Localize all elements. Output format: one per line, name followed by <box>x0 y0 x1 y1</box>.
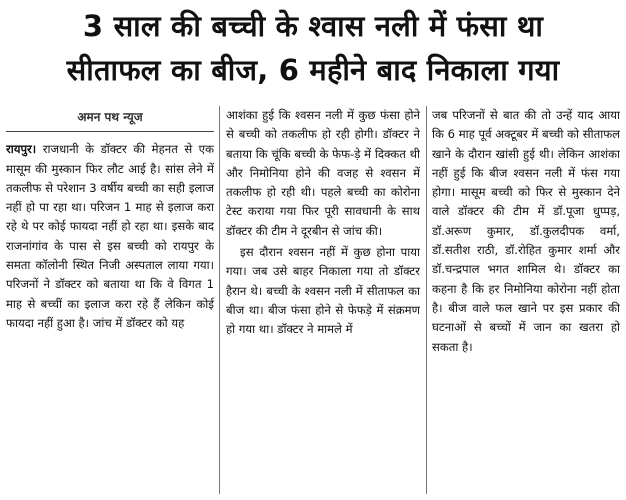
column-divider <box>219 106 220 494</box>
headline-line-1: 3 साल की बच्ची के श्वास नली में फंसा था <box>82 9 544 43</box>
article-column-1 <box>6 106 214 498</box>
byline: अमन पथ न्यूज <box>77 110 143 124</box>
dateline: रायपुर। <box>6 142 37 157</box>
paragraph: जब परिजनों से बात की तो उन्हें याद आया कि 6 माह पूर्व अक्टूबर में बच्ची को सीताफल खाने के दौरान खांसी हुई थी। लेकिन आशंका नहीं हुई कि बीज श्वसन नली में फंस गया होगा। मासूम बच्ची को फिर से मुस्कान देने वाले डॉक्टर की टीम में डॉ.पूजा धुप्पड़, डॉ.अरूण कुमार, डॉ.कुलदीपक वर्मा, डॉ.सतीश राठी, डॉ.रोहित कुमार शर्मा और डॉ.चन्द्रपाल भगत शामिल थे। डॉक्टर का कहना है कि हर निमोनिया कोरोना नहीं होता है। बीज वाले फल खाने पर इस प्रकार की घटनाओं से बच्चों में जान का खतरा हो सकता है। <box>432 108 620 354</box>
headline-line-2: सीताफल का बीज, 6 महीने बाद निकाला गया <box>66 53 560 87</box>
headline <box>6 4 620 92</box>
paragraph-text: राजधानी के डॉक्टर की मेहनत से एक मासूम की मुस्कान फिर लौट आई है। सांस लेने में तकलीफ से परेशान 3 वर्षीय बच्ची का सही इलाज नहीं हो पा रहा था। परिजन 1 माह से इलाज करा रहे थे पर कोई फायदा नहीं हो रहा था। इसके बाद राजनांगांव के पास से इस बच्ची को रायपुर के समता कॉलोनी स्थित निजी अस्पताल लाया गया। परिजनों ने डॉक्टर को बताया था कि वे विगत 1 माह से बच्चीं का इलाज करा रहे हैं लेकिन कोई फायदा नहीं हुआ है। जांच में डॉक्टर को यह <box>6 142 214 330</box>
byline-rule <box>6 131 214 132</box>
article-column-2 <box>226 106 420 498</box>
article-column-3 <box>432 106 620 498</box>
paragraph <box>6 140 214 333</box>
paragraph: इस दौरान श्वसन नहीं में कुछ होना पाया गया। जब उसे बाहर निकाला गया तो डॉक्टर हैरान थे। बच्ची के श्वसन नली में सीताफल का बीज था। बीज फंसा होने से फेफड़े में संक्रमण हो गया था। डॉक्टर ने मामले में <box>226 245 420 337</box>
paragraph: आशंका हुई कि श्वसन नली में कुछ फंसा होने से बच्ची को तकलीफ हो रही होगी। डॉक्टर ने बताया कि चूंकि बच्ची के फेफ-ड़े में दिक्कत थी और निमोनिया होने की वजह से श्वसन में तकलीफ हो रही थी। पहले बच्ची का कोरोना टेस्ट कराया गया फिर पूरी सावधानी के साथ डॉक्टर की टीम ने दूरबीन से जांच की। <box>226 108 420 238</box>
column-divider <box>426 106 427 494</box>
